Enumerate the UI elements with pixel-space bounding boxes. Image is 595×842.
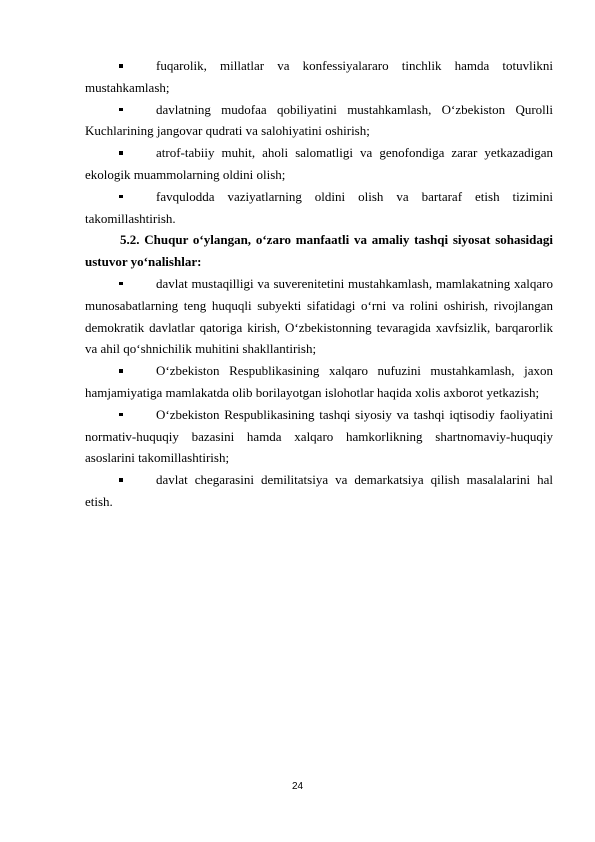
list-item-text: O‘zbekiston Respublikasining tashqi siyosiy va tashqi iqtisodiy faoliyatini normativ-huquqiy bazasini hamda xalqaro hamkorlikning shartnomaviy-huquqiy asoslarini takomillashtirish;	[85, 406, 553, 466]
bullet-icon	[119, 369, 123, 373]
list-item	[85, 360, 553, 404]
bullet-icon	[119, 478, 123, 482]
bullet-icon	[119, 108, 123, 112]
list-item	[85, 186, 553, 230]
page-content	[85, 55, 553, 513]
list-item-text: atrof-tabiiy muhit, aholi salomatligi va genofondiga zarar yetkazadigan ekologik muammolarning oldini olish;	[85, 145, 553, 182]
list-item	[85, 55, 553, 99]
bullet-icon	[119, 413, 123, 417]
bullet-icon	[119, 64, 123, 68]
bullet-icon	[119, 195, 123, 199]
list-item-text: davlatning mudofaa qobiliyatini mustahkamlash, O‘zbekiston Qurolli Kuchlarining jangovar qudrati va salohiyatini oshirish;	[85, 101, 553, 139]
list-item	[85, 99, 553, 143]
section-heading: 5.2. Chuqur o‘ylangan, o‘zaro manfaatli va amaliy tashqi siyosat sohasidagi ustuvor yo‘nalishlar:	[85, 232, 553, 270]
list-item	[85, 142, 553, 186]
list-item-text: O‘zbekiston Respublikasining xalqaro nufuzini mustahkamlash, jaxon hamjamiyatiga mamlakatda olib borilayotgan islohotlar haqida xolis axborot yetkazish;	[85, 363, 553, 400]
list-item-text: fuqarolik, millatlar va konfessiyalararo tinchlik hamda totuvlikni mustahkamlash;	[85, 58, 553, 95]
list-item-text: davlat mustaqilligi va suverenitetini mustahkamlash, mamlakatning xalqaro munosabatlarning teng huquqli subyekti sifatidagi o‘rni va rolini oshirish, rivojlangan demokratik davlatlar qatoriga kirish, O‘zbekistonning tevaragida xavfsizlik, barqarorlik va ahil qo‘shnichilik muhitini shakllantirish;	[85, 275, 553, 357]
bullet-icon	[119, 282, 123, 286]
page-number: 24	[291, 781, 304, 792]
list-item	[85, 469, 553, 513]
list-item-text: favqulodda vaziyatlarning oldini olish va bartaraf etish tizimini takomillashtirish.	[85, 188, 553, 226]
list-item	[85, 273, 553, 360]
bullet-icon	[119, 151, 123, 155]
list-item	[85, 404, 553, 469]
list-item-text: davlat chegarasini demilitatsiya va demarkatsiya qilish masalalarini hal etish.	[85, 472, 553, 509]
